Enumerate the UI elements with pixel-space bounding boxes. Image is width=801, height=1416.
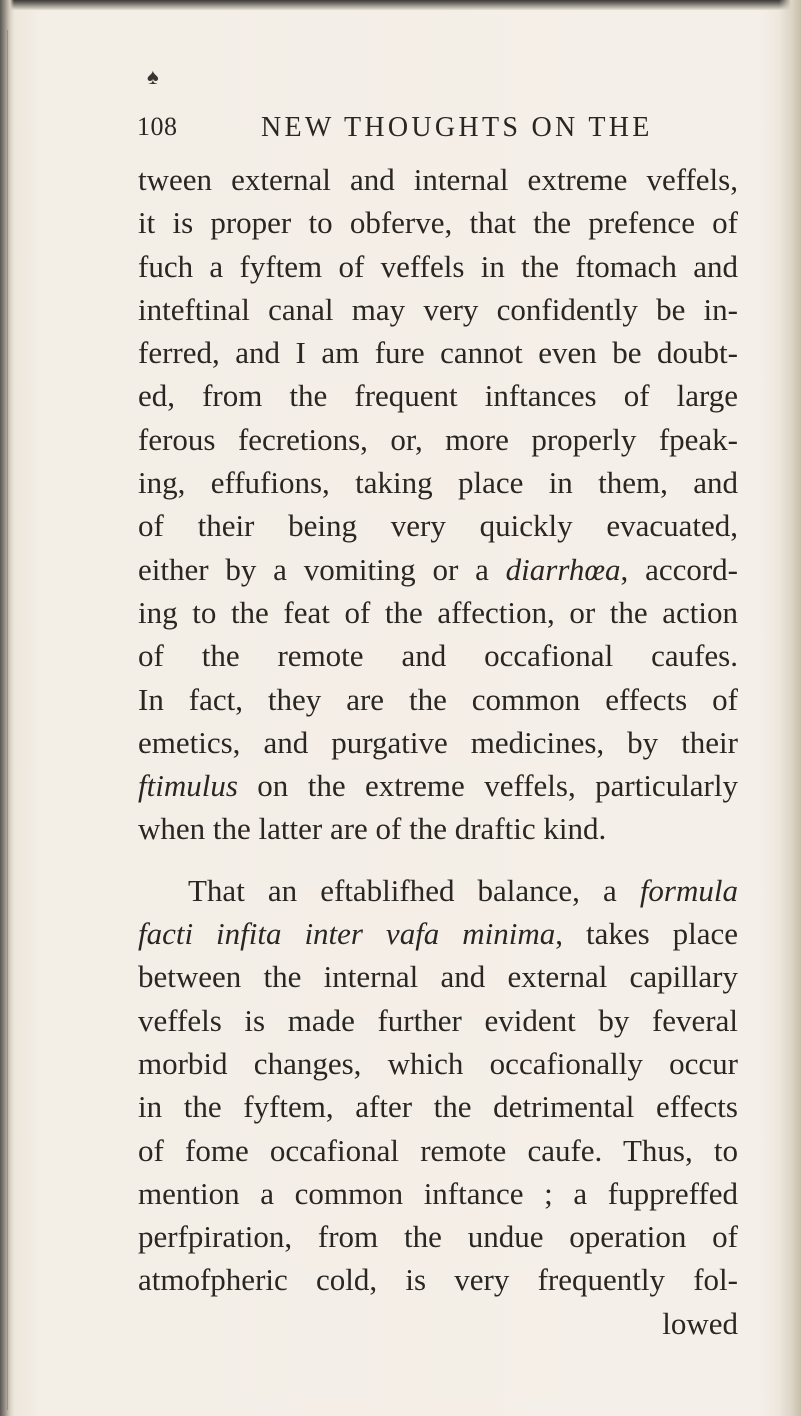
running-head-title: NEW THOUGHTS ON THE [261,112,653,143]
line-text: lowed [662,1305,738,1341]
text-line [138,591,738,634]
text-line [138,634,738,677]
text-line [138,331,738,374]
line-text: In fact, they are the common effects of [138,681,738,717]
line-text: inteftinal canal may very confidently be in- [138,291,738,327]
italic-latin-term: ftimulus [138,768,238,804]
text-line [138,374,738,417]
line-text-post: , takes place [555,916,738,952]
line-text: ed, from the frequent inftances of large [138,378,738,414]
line-text: in the fyftem, after the detrimental effects [138,1089,738,1125]
italic-latin-term: formula [639,872,738,908]
line-text: of the remote and occafional caufes. [138,638,738,674]
italic-latin-term: facti infita inter vafa minima [138,916,556,952]
text-line [138,461,738,504]
line-text: perfpiration, from the undue operation of [138,1219,738,1255]
text-line [138,1085,738,1128]
line-text-pre: That an eftablifhed balance, a [188,872,640,908]
line-text: when the latter are of the draftic kind. [138,811,607,847]
text-line [138,288,738,331]
text-line [138,245,738,288]
text-line [138,201,738,244]
line-text: of their being very quickly evacuated, [138,508,738,544]
text-line [138,548,738,591]
text-line [138,999,738,1042]
line-text: of fome occafional remote caufe. Thus, to [138,1132,738,1168]
line-text: it is proper to obferve, that the prefence of [138,205,738,241]
text-line [138,869,738,912]
italic-latin-term: diarrhœa [505,551,621,587]
page-number: 108 [137,112,178,141]
line-text-post: , accord- [620,551,738,587]
line-text: morbid changes, which occafionally occur [138,1045,738,1081]
text-line [138,1042,738,1085]
line-text: ferous fecretions, or, more properly fpeak- [138,421,738,457]
line-text: ing to the feat of the affection, or the action [138,594,738,630]
text-line [138,1215,738,1258]
ornament-mark: ♠ [147,64,159,89]
text-line [138,678,738,721]
running-head [137,112,737,152]
line-text: between the internal and external capillary [138,959,738,995]
line-text-post: on the extreme veffels, particularly [237,768,738,804]
paragraph-2 [138,869,738,1345]
text-line [138,1302,738,1345]
page-top-edge [0,0,801,10]
text-line [138,807,738,850]
page-margin-rule [7,30,8,1410]
line-text: fuch a fyftem of veffels in the ftomach and [138,248,738,284]
text-line [138,1172,738,1215]
line-text-pre: either by a vomiting or a [138,551,506,587]
line-text: atmofpheric cold, is very frequently fol- [138,1262,738,1298]
page-right-edge [779,0,801,1416]
paragraph-1 [138,158,738,851]
text-line [138,1258,738,1301]
body-text [138,158,738,1345]
line-text: ferred, and I am fure cannot even be doubt- [138,335,738,371]
text-line [138,912,738,955]
text-line [138,955,738,998]
paragraph-gap [138,851,738,869]
line-text: tween external and internal extreme veffels, [138,162,738,197]
text-line [138,764,738,807]
text-line [138,504,738,547]
text-line [138,418,738,461]
line-text: emetics, and purgative medicines, by their [138,724,738,760]
line-text: mention a common inftance ; a fuppreffed [138,1175,738,1211]
text-line [138,721,738,764]
line-text: veffels is made further evident by feveral [138,1002,738,1038]
text-line [138,158,738,201]
text-line [138,1129,738,1172]
line-text: ing, effufions, taking place in them, and [138,465,738,501]
